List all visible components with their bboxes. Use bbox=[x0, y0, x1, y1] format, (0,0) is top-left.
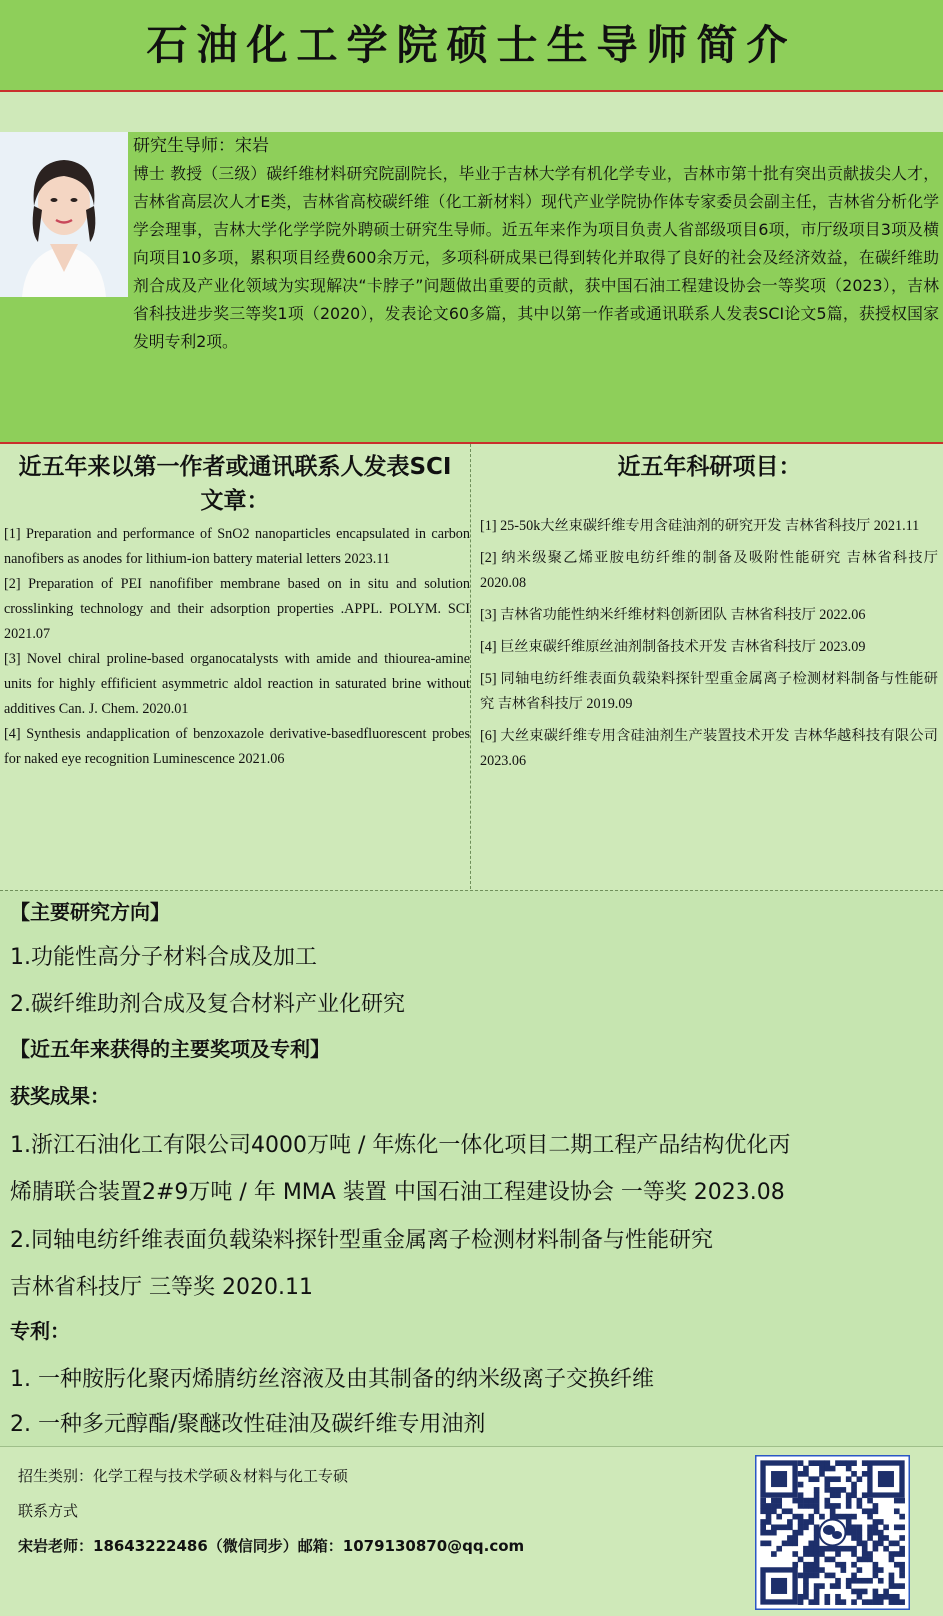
publications-list bbox=[4, 522, 470, 772]
project-item: [2] 纳米级聚乙烯亚胺电纺纤维的制备及吸附性能研究 吉林省科技厅 2020.08 bbox=[480, 550, 938, 591]
project-item: [4] 巨丝束碳纤维原丝油剂制备技术开发 吉林省科技厅 2023.09 bbox=[480, 639, 866, 655]
research-heading: 【主要研究方向】 bbox=[10, 900, 170, 924]
profile-section bbox=[0, 132, 943, 444]
publication-item: [3] Novel chiral proline-based organocatalysts with amide and thiourea-amine units for highly effificient asymmetric aldol reaction in saturated brine without additives Can. J. Chem. 2020.01 bbox=[4, 651, 470, 717]
award-line: 吉林省科技厅 三等奖 2020.11 bbox=[10, 1275, 313, 1300]
publication-item: [2] Preparation of PEI nanofifiber membrane based on in situ and solution crosslinking technology and their adsorption properties .APPL. POLYM. SCI 2021.07 bbox=[4, 576, 470, 642]
projects-column bbox=[476, 444, 943, 889]
page-title: 石油化工学院硕士生导师简介 bbox=[146, 21, 797, 69]
advisor-name: 研究生导师：宋岩 bbox=[133, 136, 269, 156]
project-item: [5] 同轴电纺纤维表面负载染料探针型重金属离子检测材料制备与性能研究 吉林省科技厅 2019.09 bbox=[480, 671, 938, 712]
enroll-info: 招生类别：化学工程与技术学硕＆材料与化工专硕 bbox=[18, 1467, 349, 1485]
patent-line: 2. 一种多元醇酯/聚醚改性硅油及碳纤维专用油剂 bbox=[10, 1412, 486, 1437]
projects-title: 近五年科研项目： bbox=[617, 454, 802, 480]
advisor-bio: 博士 教授（三级）碳纤维材料研究院副院长，毕业于吉林大学有机化学专业，吉林市第十批有突出贡献拔尖人才，吉林省高层次人才E类，吉林省高校碳纤维（化工新材料）现代产业学院协作体专家委员会副主任，吉林省分析化学学会理事，吉林大学化学学院外聘硕士研究生导师。近五年来作为项目负责人省部级项目6项，市厅级项目3项及横向项目10多项，累积项目经费600余万元，多项科研成果已得到转化并取得了良好的社会及经济效益，在碳纤维助剂合成及产业化领域为实现解决“卡脖子”问题做出重要的贡献，获中国石油工程建设协会一等奖项（2023），吉林省科技进步奖三等奖1项（2020），发表论文60多篇，其中以第一作者或通讯联系人发表SCI论文5篇，获授权国家发明专利2项。 bbox=[133, 164, 939, 351]
awards-label: 获奖成果： bbox=[10, 1084, 110, 1108]
research-item: 1.功能性高分子材料合成及加工 bbox=[10, 945, 317, 970]
awards-heading: 【近五年来获得的主要奖项及专利】 bbox=[10, 1037, 330, 1061]
award-line: 烯腈联合装置2#9万吨 / 年 MMA 装置 中国石油工程建设协会 一等奖 2023.08 bbox=[10, 1180, 785, 1205]
award-line: 1.浙江石油化工有限公司4000万吨 / 年炼化一体化项目二期工程产品结构优化丙 bbox=[10, 1133, 791, 1158]
project-item: [6] 大丝束碳纤维专用含硅油剂生产装置技术开发 吉林华越科技有限公司 2023.06 bbox=[480, 728, 938, 769]
publication-item: [4] Synthesis andapplication of benzoxazole derivative-basedfluorescent probes for naked eye recognition Luminescence 2021.06 bbox=[4, 726, 470, 767]
research-item: 2.碳纤维助剂合成及复合材料产业化研究 bbox=[10, 992, 405, 1017]
publications-title: 近五年来以第一作者或通讯联系人发表SCI文章： bbox=[18, 454, 452, 514]
contact-label: 联系方式 bbox=[18, 1502, 79, 1520]
publication-item: [1] Preparation and performance of SnO2 nanoparticles encapsulated in carbon nanofibers as anodes for lithium-ion battery material letters 2023.11 bbox=[4, 526, 470, 567]
patents-label: 专利： bbox=[10, 1319, 70, 1343]
advisor-photo bbox=[0, 132, 128, 297]
wechat-qr-code bbox=[755, 1455, 910, 1610]
publications-column bbox=[0, 444, 471, 889]
project-item: [3] 吉林省功能性纳米纤维材料创新团队 吉林省科技厅 2022.06 bbox=[480, 607, 866, 623]
projects-list bbox=[480, 514, 938, 774]
contact-info: 宋岩老师：18643222486（微信同步）邮箱：1079130870@qq.com bbox=[18, 1537, 525, 1555]
award-line: 2.同轴电纺纤维表面负载染料探针型重金属离子检测材料制备与性能研究 bbox=[10, 1228, 713, 1253]
project-item: [1] 25-50k大丝束碳纤维专用含硅油剂的研究开发 吉林省科技厅 2021.11 bbox=[480, 518, 920, 534]
patent-line: 1. 一种胺肟化聚丙烯腈纺丝溶液及由其制备的纳米级离子交换纤维 bbox=[10, 1367, 654, 1392]
